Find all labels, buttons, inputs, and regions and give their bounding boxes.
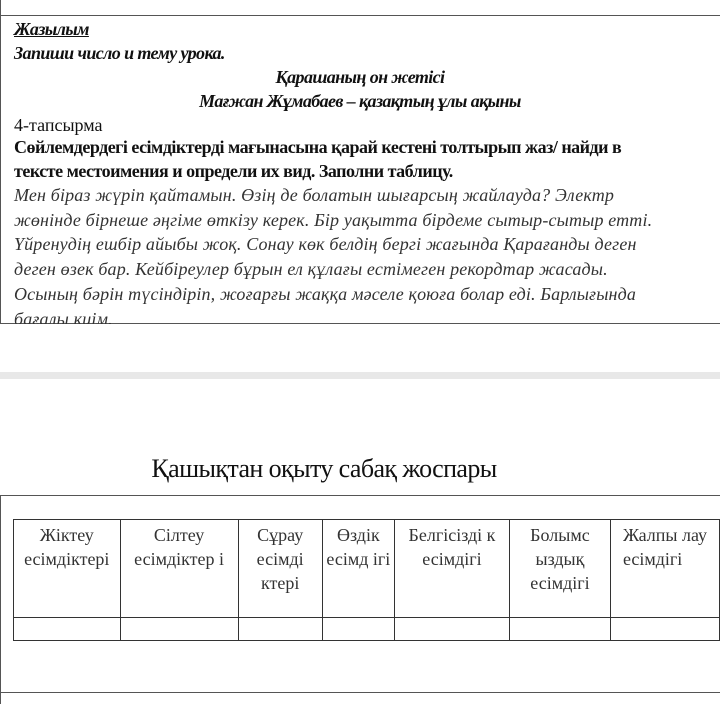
divider xyxy=(0,495,1,704)
paragraph-line: Осының бәрін түсіндіріп, жоғарғы жаққа мәселе қоюға болар еді. Барлығында xyxy=(14,283,637,304)
task-label: 4-тапсырма xyxy=(14,115,103,135)
divider xyxy=(0,15,720,16)
table-header-cell: Сілтеу есімдіктер і xyxy=(120,520,238,618)
paragraph-line: деген өзек бар. Кейбіреулер бұрын ел құлағы естімеген рекордтар жасады. xyxy=(14,259,608,280)
task-instruction: тексте местоимения и определи их вид. Заполни таблицу. xyxy=(14,161,453,181)
table-header-cell: Белгісізді к есімдігі xyxy=(395,520,510,618)
table-header-cell: Сұрау есімді ктері xyxy=(238,520,322,618)
instruction-ru: Запиши число и тему урока. xyxy=(14,43,225,63)
topic-line: Мағжан Жұмабаев – қазақтың ұлы ақыны xyxy=(199,91,521,111)
table-cell[interactable] xyxy=(395,618,510,641)
lesson-plan-title: Қашықтан оқыту сабақ жоспары xyxy=(151,454,497,483)
paragraph-line: Үйренудің ешбір айыбы жоқ. Сонау көк белдің бергі жағында Қарағанды деген xyxy=(14,234,637,255)
paragraph-line: жөнінде бірнеше әңгіме өткізу керек. Бір уақытта бірдеме сытыр-сытыр етті. xyxy=(14,209,653,230)
section-title: Жазылым xyxy=(14,19,89,39)
divider xyxy=(0,0,1,324)
worksheet-top xyxy=(0,0,720,324)
table-header-cell: Жалпы лау есімдігі xyxy=(610,520,719,618)
worksheet-bottom xyxy=(0,379,720,704)
paragraph-line: Мен біраз жүріп қайтамын. Өзің де болатын шығарсың жайлауда? Электр xyxy=(14,185,615,205)
page-gap xyxy=(0,372,720,379)
divider xyxy=(0,692,720,693)
task-instruction: Сөйлемдердегі есімдіктерді мағынасына қарай кестені толтырып жаз/ найди в xyxy=(14,137,622,157)
table-cell[interactable] xyxy=(120,618,238,641)
paragraph-line: бағалы киім. xyxy=(14,308,113,324)
table-header-cell: Өздік есімд ігі xyxy=(322,520,394,618)
date-line: Қарашаның он жетісі xyxy=(275,67,445,87)
table-cell[interactable] xyxy=(509,618,610,641)
pronoun-table xyxy=(13,519,720,641)
task-paragraph xyxy=(14,183,720,324)
table-cell[interactable] xyxy=(610,618,719,641)
table-cell[interactable] xyxy=(322,618,394,641)
table-cell[interactable] xyxy=(14,618,121,641)
table-cell[interactable] xyxy=(238,618,322,641)
table-header-cell: Болымс ыздық есімдігі xyxy=(509,520,610,618)
table-header-cell: Жіктеу есімдіктері xyxy=(14,520,121,618)
divider xyxy=(0,495,720,496)
